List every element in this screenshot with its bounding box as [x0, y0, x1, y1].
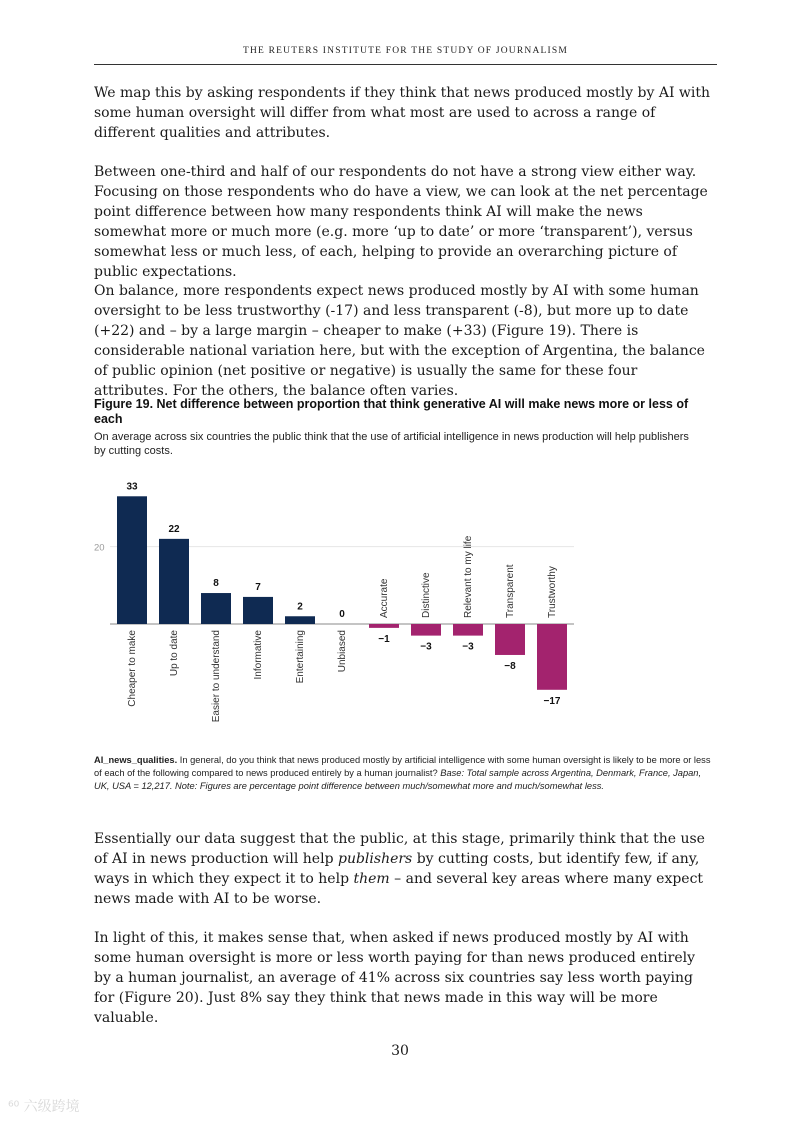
category-label-0: Cheaper to make	[127, 630, 138, 707]
value-label-1: 22	[168, 523, 180, 535]
bar-4	[285, 616, 315, 624]
paragraph-worth-paying: In light of this, it makes sense that, when asked if news produced mostly by AI with some human oversight is more or less worth paying for than news produced entirely by a human journalist, an average of 41% across six countries say less worth paying for (Figure 20). Just 8% say they think that news made in this way will be more valuable.	[94, 930, 695, 1026]
paragraph-essentially	[94, 829, 716, 909]
category-label-10: Trustworthy	[547, 566, 558, 618]
figure-title: Figure 19. Net difference between proportion that think generative AI will make news more or less of each	[94, 397, 689, 426]
category-label-4: Entertaining	[295, 630, 306, 684]
value-label-8: −3	[462, 641, 474, 653]
category-label-6: Accurate	[379, 578, 390, 618]
value-label-7: −3	[420, 641, 432, 653]
value-label-0: 33	[126, 481, 138, 493]
category-label-8: Relevant to my life	[463, 535, 474, 618]
y-tick-label-20: 20	[94, 542, 105, 554]
running-header: THE REUTERS INSTITUTE FOR THE STUDY OF JOURNALISM	[242, 46, 569, 56]
watermark-logo: ⁶⁰ 六级跨境	[8, 1099, 80, 1115]
value-label-4: 2	[297, 601, 303, 613]
p4-part-a: Essentially our data suggest that the public, at this stage, primarily think that the use of AI in news production will help	[94, 831, 705, 867]
category-label-9: Transparent	[505, 564, 516, 618]
category-label-5: Unbiased	[337, 630, 348, 673]
note-base-text: Base: Total sample across Argentina, Denmark, France, Japan, UK, USA = 12,217. Note: Figures are percentage point difference between much/somewhat more and much/somewhat less.	[94, 768, 702, 792]
figure-subtitle: On average across six countries the public think that the use of artificial intelligence in news production will help publishers by cutting costs.	[94, 431, 689, 457]
category-label-2: Easier to understand	[211, 630, 222, 723]
category-label-3: Informative	[253, 630, 264, 680]
value-label-6: −1	[378, 633, 390, 645]
category-label-7: Distinctive	[421, 572, 432, 618]
value-label-10: −17	[543, 695, 561, 707]
bar-2	[201, 593, 231, 624]
value-label-3: 7	[255, 581, 261, 593]
bar-1	[159, 539, 189, 624]
category-label-1: Up to date	[169, 630, 180, 677]
bar-3	[243, 597, 273, 624]
paragraph-intro: We map this by asking respondents if they think that news produced mostly by AI with some human oversight will differ from what most are used to across a range of different qualities and attributes.	[94, 85, 711, 141]
figure-note	[94, 754, 714, 794]
bar-9	[495, 624, 525, 655]
bar-7	[411, 624, 441, 636]
bar-0	[117, 496, 147, 624]
paragraph-net-difference: Between one-third and half of our respondents do not have a strong view either way. Focusing on those respondents who do have a view, we can look at the net percentage point difference between how many respondents think AI will make the news somewhat more or much more (e.g. more ‘up to date’ or more ‘transparent’), versus somewhat less or much less, of each, helping to provide an overarching picture of public expectations.	[94, 164, 708, 280]
p4-emphasis-them: them	[353, 871, 390, 887]
value-label-9: −8	[504, 660, 516, 672]
note-question-text: In general, do you think that news produced mostly by artificial intelligence with some human oversight is likely to be more or less of each of the following compared to news produced entirely by a human journalist?	[94, 755, 711, 779]
p4-part-b: by cutting costs, but identify few, if any, ways in which they expect it to help	[94, 851, 700, 887]
bar-8	[453, 624, 483, 636]
p4-part-c: – and several key areas where many expect news made with AI to be worse.	[94, 871, 704, 907]
p4-emphasis-publishers: publishers	[337, 851, 413, 867]
bar-10	[537, 624, 567, 690]
note-question-label: AI_news_qualities.	[94, 755, 178, 765]
paragraph-balance: On balance, more respondents expect news produced mostly by AI with some human oversight to be less trustworthy (-17) and less transparent (-8), but more up to date (+22) and – by a large margin – cheaper to make (+33) (Figure 19). There is considerable national variation here, but with the exception of Argentina, the balance of public opinion (net positive or negative) is usually the same for these four attributes. For the others, the balance often varies.	[94, 283, 705, 399]
value-label-5: 0	[339, 609, 345, 620]
bar-6	[369, 624, 399, 628]
value-label-2: 8	[213, 578, 219, 590]
page-number: 30	[391, 1043, 409, 1059]
